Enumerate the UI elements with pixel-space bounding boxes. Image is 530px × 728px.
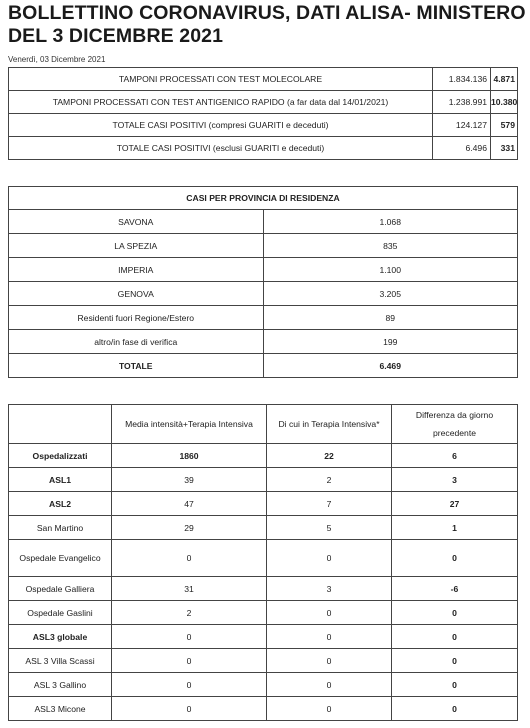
hospital-intensity: 0 (112, 540, 267, 577)
summary-table (8, 67, 518, 160)
province-value: 199 (263, 330, 518, 354)
hospital-intensity: 2 (112, 601, 267, 625)
province-table (8, 186, 518, 378)
hospital-name: ASL1 (9, 468, 112, 492)
hospital-icu: 3 (267, 577, 392, 601)
hospital-icu: 0 (267, 540, 392, 577)
summary-value: 1.834.136 (433, 68, 491, 91)
summary-diff: 10.380 (491, 91, 518, 114)
hospital-header-row (9, 405, 518, 444)
hospital-name: ASL3 Micone (9, 697, 112, 721)
hospital-row (9, 649, 518, 673)
province-name: altro/in fase di verifica (9, 330, 264, 354)
hospital-icu: 7 (267, 492, 392, 516)
hospital-row (9, 516, 518, 540)
hospital-row (9, 577, 518, 601)
hospital-intensity: 31 (112, 577, 267, 601)
bulletin-title: BOLLETTINO CORONAVIRUS, DATI ALISA- MINISTERO DEL 3 DICEMBRE 2021 (8, 2, 526, 47)
province-value: 3.205 (263, 282, 518, 306)
province-total-label: TOTALE (9, 354, 264, 378)
province-value: 1.100 (263, 258, 518, 282)
hospital-name: San Martino (9, 516, 112, 540)
province-value: 835 (263, 234, 518, 258)
province-table-header: CASI PER PROVINCIA DI RESIDENZA (9, 187, 518, 210)
summary-value: 6.496 (433, 137, 491, 160)
hospital-table (8, 404, 518, 721)
hospital-intensity: 0 (112, 649, 267, 673)
summary-value: 124.127 (433, 114, 491, 137)
hospital-diff: 6 (392, 444, 518, 468)
summary-row (9, 137, 518, 160)
hospital-header-intensity: Media intensità+Terapia Intensiva (112, 405, 267, 444)
hospital-icu: 2 (267, 468, 392, 492)
hospital-header-diff: Differenza da giorno precedente (392, 405, 518, 444)
hospital-diff: 3 (392, 468, 518, 492)
hospital-icu: 5 (267, 516, 392, 540)
hospital-name: ASL 3 Villa Scassi (9, 649, 112, 673)
hospital-row (9, 492, 518, 516)
hospital-intensity: 0 (112, 625, 267, 649)
province-row (9, 282, 518, 306)
hospital-diff: 27 (392, 492, 518, 516)
summary-row (9, 114, 518, 137)
province-total-row (9, 354, 518, 378)
province-row (9, 330, 518, 354)
hospital-icu: 0 (267, 649, 392, 673)
hospital-intensity: 1860 (112, 444, 267, 468)
hospital-row (9, 468, 518, 492)
hospital-name: Ospedale Evangelico (9, 540, 112, 577)
hospital-diff: 0 (392, 625, 518, 649)
hospital-name: Ospedale Gaslini (9, 601, 112, 625)
hospital-name: Ospedalizzati (9, 444, 112, 468)
hospital-icu: 0 (267, 625, 392, 649)
hospital-intensity: 0 (112, 697, 267, 721)
hospital-diff: 0 (392, 673, 518, 697)
summary-value: 1.238.991 (433, 91, 491, 114)
hospital-icu: 0 (267, 673, 392, 697)
province-row (9, 306, 518, 330)
hospital-intensity: 0 (112, 673, 267, 697)
hospital-row (9, 444, 518, 468)
hospital-name: ASL2 (9, 492, 112, 516)
province-row (9, 210, 518, 234)
hospital-diff: 0 (392, 697, 518, 721)
summary-diff: 331 (491, 137, 518, 160)
hospital-intensity: 39 (112, 468, 267, 492)
hospital-diff: 1 (392, 516, 518, 540)
hospital-header-icu: Di cui in Terapia Intensiva* (267, 405, 392, 444)
hospital-name: Ospedale Galliera (9, 577, 112, 601)
hospital-diff: -6 (392, 577, 518, 601)
hospital-row (9, 601, 518, 625)
hospital-name: ASL3 globale (9, 625, 112, 649)
summary-row (9, 91, 518, 114)
province-name: IMPERIA (9, 258, 264, 282)
hospital-diff: 0 (392, 649, 518, 673)
summary-label: TOTALE CASI POSITIVI (compresi GUARITI e deceduti) (9, 114, 433, 137)
summary-row (9, 68, 518, 91)
hospital-row (9, 673, 518, 697)
hospital-intensity: 47 (112, 492, 267, 516)
hospital-row (9, 625, 518, 649)
hospital-row (9, 697, 518, 721)
summary-label: TOTALE CASI POSITIVI (esclusi GUARITI e deceduti) (9, 137, 433, 160)
hospital-icu: 22 (267, 444, 392, 468)
province-header-row (9, 187, 518, 210)
summary-diff: 579 (491, 114, 518, 137)
hospital-icu: 0 (267, 697, 392, 721)
hospital-header-blank (9, 405, 112, 444)
province-name: Residenti fuori Regione/Estero (9, 306, 264, 330)
hospital-row (9, 540, 518, 577)
province-row (9, 258, 518, 282)
bulletin-date: Venerdì, 03 Dicembre 2021 (8, 55, 106, 64)
hospital-intensity: 29 (112, 516, 267, 540)
hospital-icu: 0 (267, 601, 392, 625)
province-name: GENOVA (9, 282, 264, 306)
hospital-diff: 0 (392, 540, 518, 577)
summary-label: TAMPONI PROCESSATI CON TEST MOLECOLARE (9, 68, 433, 91)
summary-label: TAMPONI PROCESSATI CON TEST ANTIGENICO RAPIDO (a far data dal 14/01/2021) (9, 91, 433, 114)
province-name: LA SPEZIA (9, 234, 264, 258)
province-value: 89 (263, 306, 518, 330)
province-row (9, 234, 518, 258)
summary-diff: 4.871 (491, 68, 518, 91)
province-name: SAVONA (9, 210, 264, 234)
hospital-diff: 0 (392, 601, 518, 625)
province-total-value: 6.469 (263, 354, 518, 378)
hospital-name: ASL 3 Gallino (9, 673, 112, 697)
province-value: 1.068 (263, 210, 518, 234)
